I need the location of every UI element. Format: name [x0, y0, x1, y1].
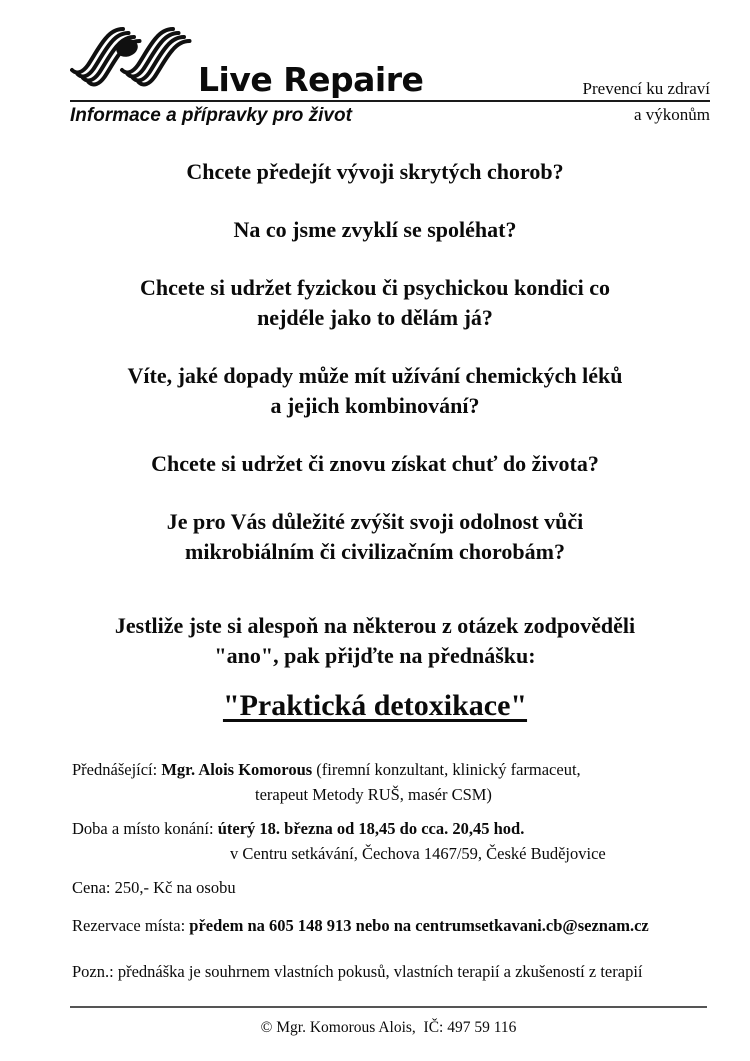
invitation-line: "ano", pak přijďte na přednášku: — [214, 643, 536, 668]
question-line: mikrobiálním či civilizačním chorobám? — [185, 539, 565, 564]
question-3 — [30, 273, 720, 333]
brand-name: Live Repaire — [198, 60, 424, 99]
question-line: Víte, jaké dopady může mít užívání chemických léků — [127, 363, 623, 388]
lecture-title-text: "Praktická detoxikace" — [222, 689, 528, 722]
question-line: Je pro Vás důležité zvýšit svoji odolnost vůči — [166, 509, 584, 534]
question-2 — [30, 215, 720, 245]
question-line: nejdéle jako to dělám já? — [257, 305, 493, 330]
question-line: Chcete předejít vývoji skrytých chorob? — [186, 159, 564, 184]
schedule-label: Doba a místo konání: — [72, 819, 218, 838]
questions-section — [0, 157, 750, 727]
lecturer-desc: (firemní konzultant, klinický farmaceut, — [312, 760, 581, 779]
question-line: a jejich kombinování? — [270, 393, 480, 418]
lecturer-label: Přednášející: — [72, 760, 162, 779]
question-line: Na co jsme zvyklí se spoléhat? — [233, 217, 517, 242]
question-6 — [30, 507, 720, 567]
tagline-left: Informace a přípravky pro život — [70, 105, 352, 126]
reservation-label: Rezervace místa: — [72, 916, 190, 935]
copyright-text: © Mgr. Komorous Alois, IČ: 497 59 116 — [260, 1019, 517, 1036]
schedule-line-2: v Centru setkávání, Čechova 1467/59, České Budějovice — [230, 844, 606, 863]
lecturer-line-1 — [72, 757, 713, 782]
note-line: Pozn.: přednáška je souhrnem vlastních pokusů, vlastních terapií a zkušeností z terapií — [72, 962, 643, 981]
question-5 — [30, 449, 720, 479]
invitation-line: Jestliže jste si alespoň na některou z otázek zodpověděli — [114, 613, 636, 638]
price-line: Cena: 250,- Kč na osobu — [72, 878, 236, 897]
question-line: Chcete si udržet či znovu získat chuť do života? — [151, 451, 599, 476]
lecturer-block — [72, 757, 713, 807]
reservation-line — [72, 913, 713, 938]
tagline-right-top: Prevencí ku zdraví — [582, 79, 710, 98]
schedule-line-1 — [72, 816, 713, 841]
reservation-value: předem na 605 148 913 nebo na centrumsetkavani.cb@seznam.cz — [189, 916, 649, 935]
question-1 — [30, 157, 720, 187]
question-line: Chcete si udržet fyzickou či psychickou kondici co — [140, 275, 610, 300]
lecturer-name: Mgr. Alois Komorous — [161, 760, 313, 779]
schedule-value: úterý 18. března od 18,45 do cca. 20,45 hod. — [217, 819, 525, 838]
schedule-block — [72, 816, 713, 866]
details-section — [0, 757, 750, 984]
wave-logo-icon — [70, 24, 192, 94]
lecture-title — [0, 685, 750, 727]
question-4 — [30, 361, 720, 421]
invitation-text — [30, 611, 720, 671]
lecturer-line-2: terapeut Metody RUŠ, masér CSM) — [255, 785, 492, 804]
header-taglines — [70, 102, 710, 127]
header — [0, 0, 750, 127]
footer — [70, 1006, 707, 1037]
tagline-right-bottom: a výkonům — [633, 105, 710, 124]
